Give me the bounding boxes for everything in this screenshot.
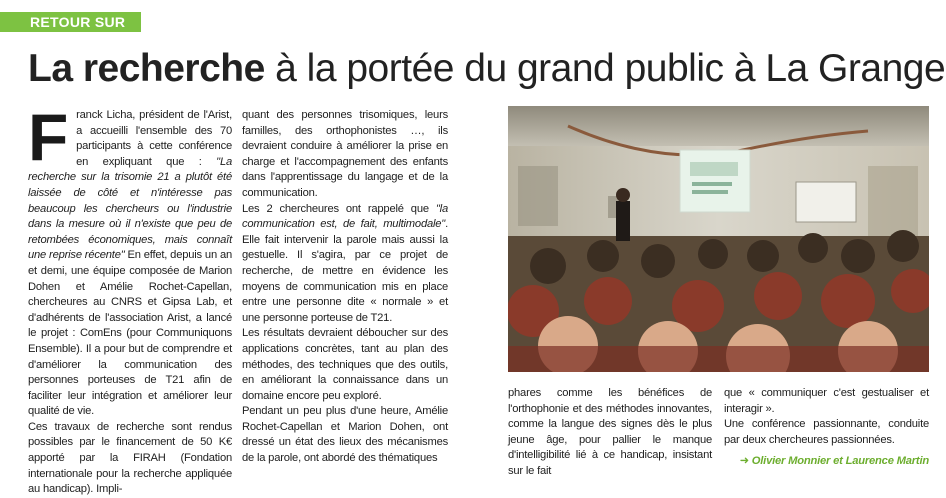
article-headline	[28, 44, 946, 94]
col1-para1-run-2: En effet, depuis un an et demi, une équipe composée de Marion Dohen et Amélie Rochet-Capellan, chercheures au CNRS et Gipsa Lab, et d'adhérents de l'association Arist, a lancé le projet : ComEns (pour Communiquons Ensemble). Il a pour but de comprendre et d'améliorer la communication des personnes porteuses de T21 afin de faciliter leur intégration et améliorer leur qualité de vie.	[28, 249, 232, 418]
conference-photo-illustration	[508, 106, 929, 372]
article-paragraph	[28, 100, 232, 420]
author-signature: ➜ Olivier Monnier et Laurence Martin	[739, 455, 929, 468]
article-paragraph: Une conférence passionnante, conduite par deux chercheures passionnées.	[724, 418, 929, 446]
headline-bold: La recherche	[28, 47, 265, 90]
quote-italic: "La recherche sur la trisomie 21 a plutôt été laissée de côté et n'intéresse pas beaucoup les chercheurs ou l'industrie dans la mesure où il n'existe que peu de retombées économiques, mais connaît une reprise récente"	[28, 155, 232, 262]
article-paragraph: que « communiquer c'est gestualiser et interagir ».	[724, 387, 929, 415]
quote-italic: "la communication est, de fait, multimodale"	[242, 202, 448, 231]
section-tag: RETOUR SUR	[0, 12, 141, 32]
article-paragraph: Ces travaux de recherche sont rendus possibles par le financement de 50 K€ apporté par la FIRAH (Fondation internationale pour la recherche appliquée au handicap). Impli-	[28, 420, 232, 496]
article-paragraph: Les résultats devraient déboucher sur des applications concrètes, tant au plan des méthodes, des techniques que des outils, en améliorant la connaissance dans un domaine encore peu exploré.	[242, 327, 448, 402]
article-paragraph: phares comme les bénéfices de l'orthophonie et des méthodes innovantes, comme la langue des signes dès le plus jeune âge, pour pallier le manque d'intelligibilité lié à ce handicap, insistant sur le fait	[508, 387, 712, 477]
article-paragraph: quant des personnes trisomiques, leurs familles, des orthophonistes …, ils devraient conduire à améliorer la prise en charge et l'accompagnement des enfants dans l'apprentissage du langage et de la communication.	[242, 109, 448, 199]
article-column-2	[242, 108, 448, 467]
article-paragraph	[242, 202, 448, 327]
article-column-1	[28, 100, 232, 498]
col2-para2-run-0: Les 2 chercheures ont rappelé que	[242, 202, 436, 215]
headline-rest: à la portée du grand public à La Grange	[264, 47, 946, 90]
drop-cap: F	[28, 100, 69, 174]
col1-para1-run-0: ranck Licha, président de l'Arist, a accueilli l'ensemble des 70 participants à cette conférence en expliquant que :	[76, 109, 232, 168]
col2-para2-run-2: . Elle fait intervenir la parole mais aussi la gestuelle. Il s'agira, par ce projet de recherche, de mettre en évidence les moyens de communication mis en place entre une personne dite « normale » et une personne porteuse de T21.	[242, 218, 448, 324]
conference-photo	[508, 106, 929, 372]
article-column-3	[508, 386, 712, 480]
article-column-4	[724, 386, 929, 470]
article-paragraph: Pendant un peu plus d'une heure, Amélie Rochet-Capellan et Marion Dohen, ont dressé un état des lieux des mécanismes de la parole, ont abordé des thématiques	[242, 405, 448, 465]
